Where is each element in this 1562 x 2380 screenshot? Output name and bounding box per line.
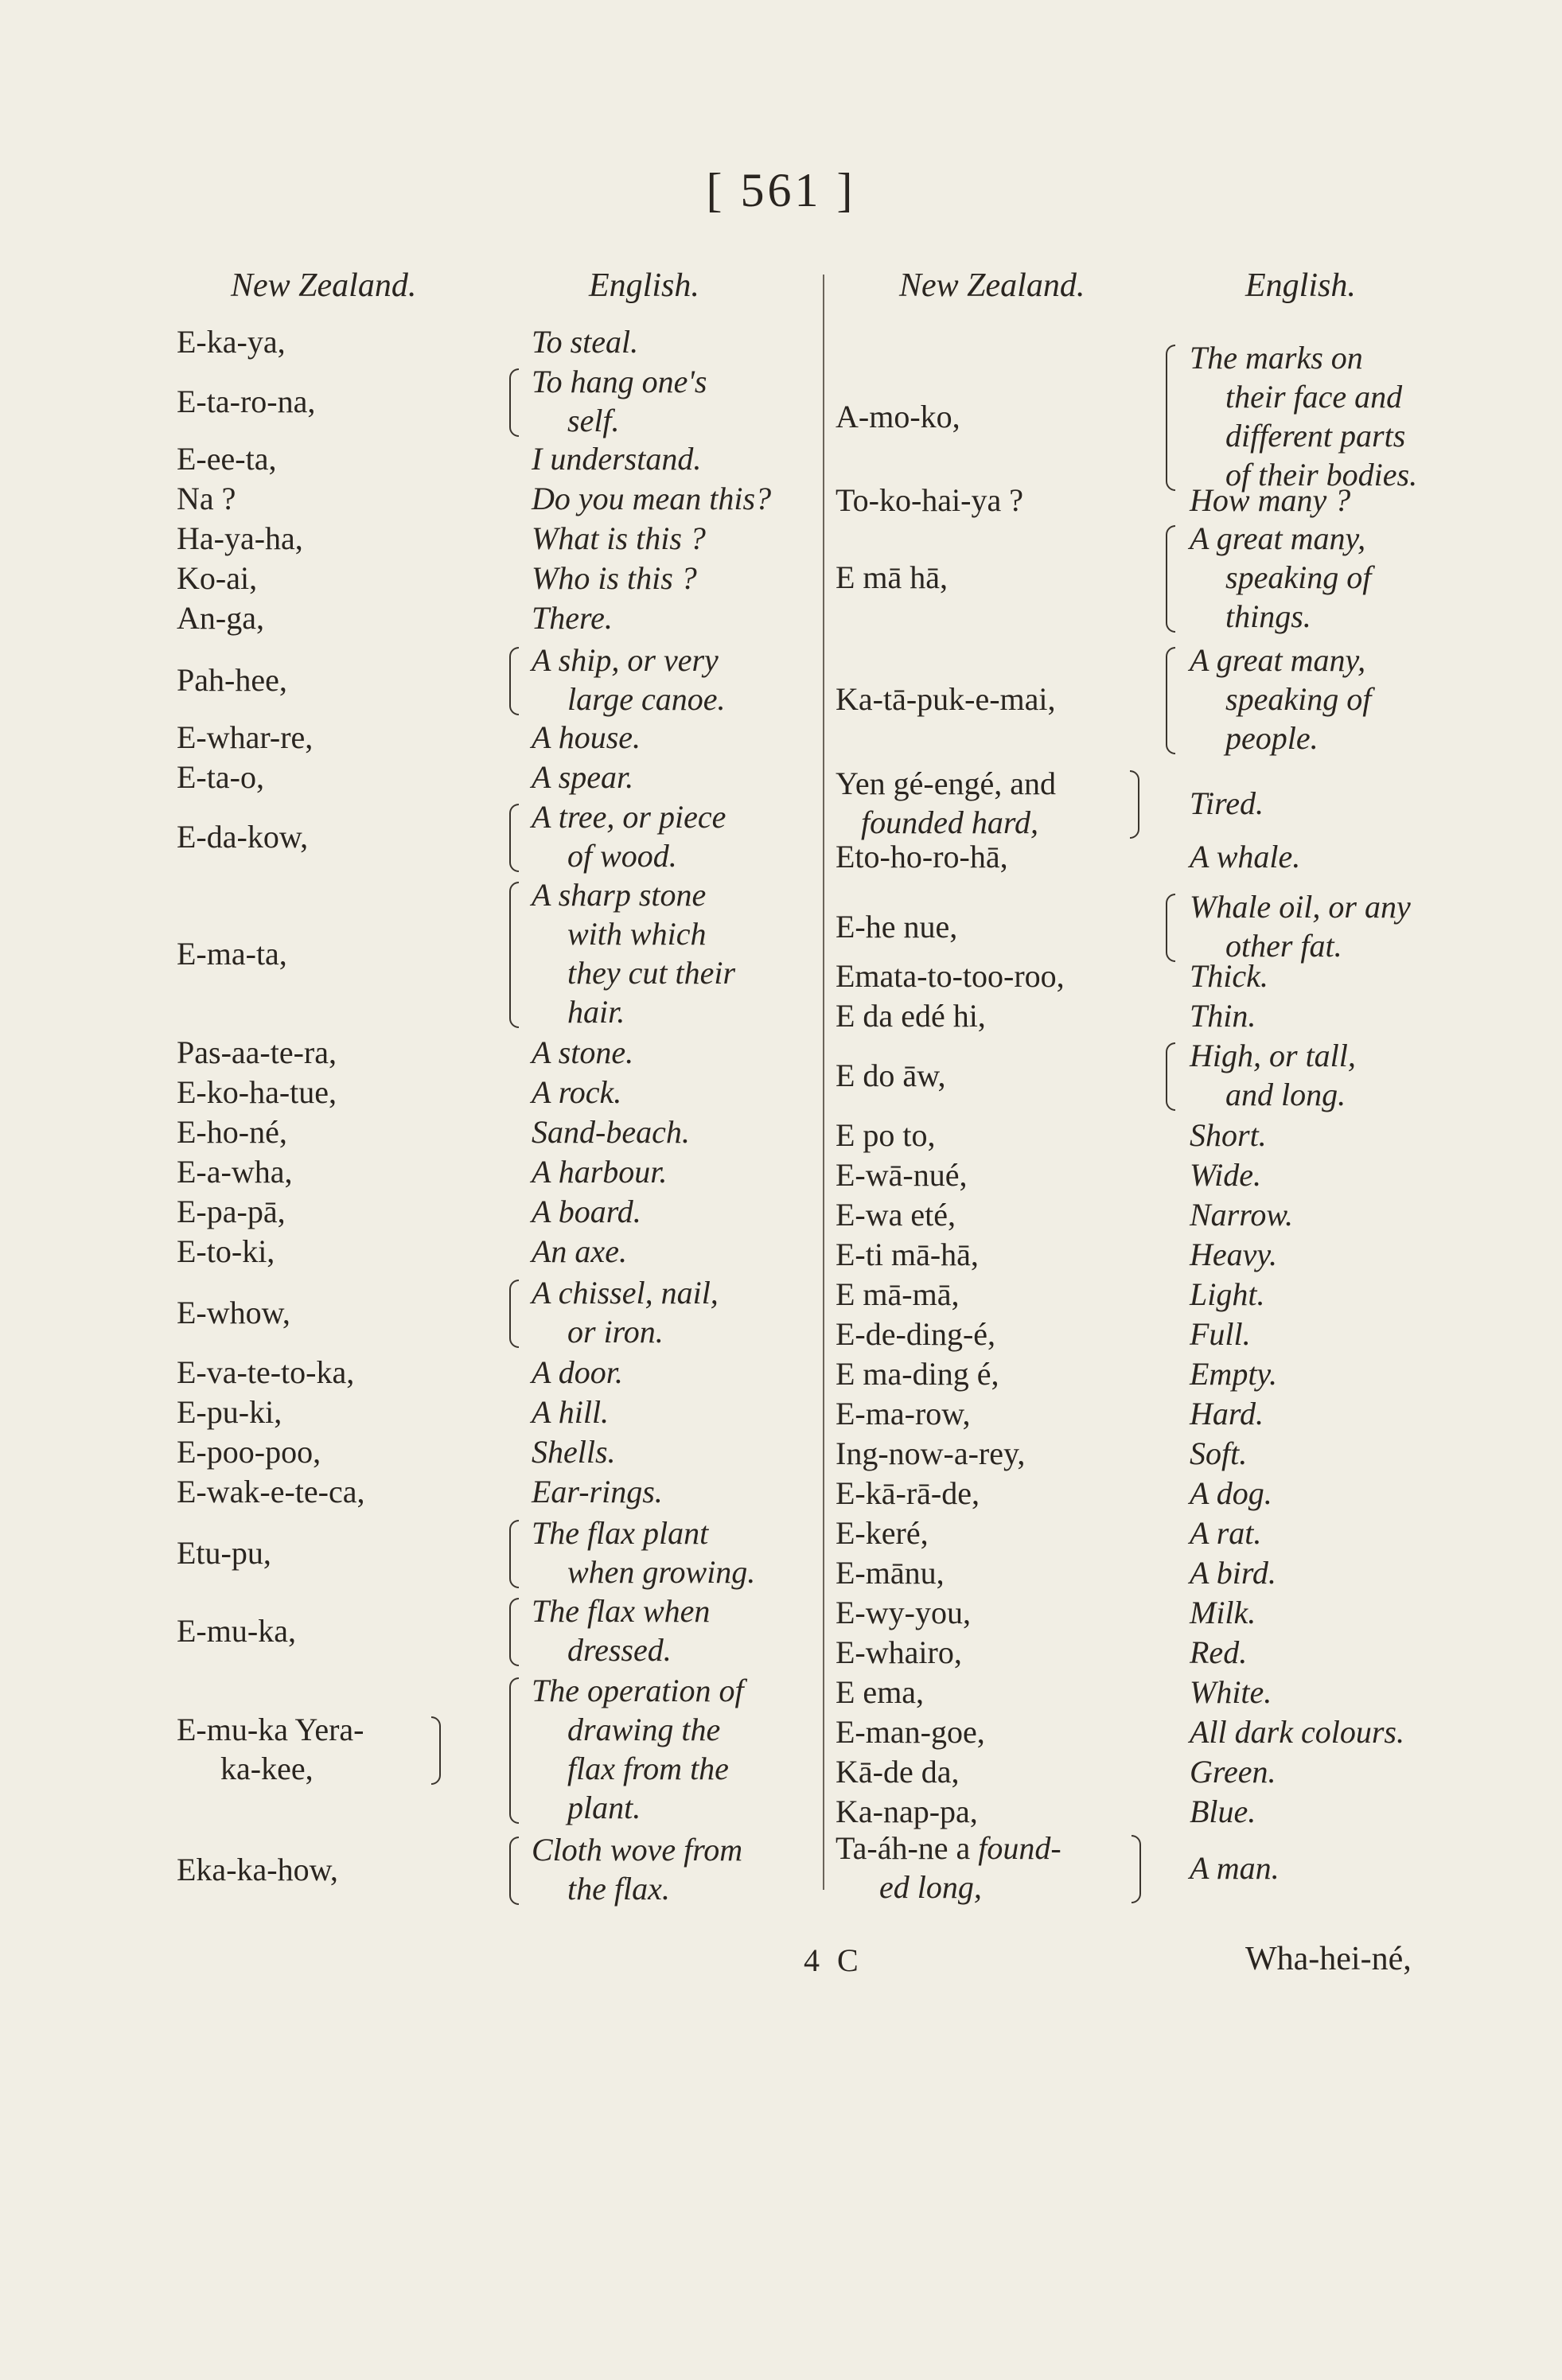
left-en-22-0: Ear-rings. [532,1474,663,1509]
right-en-2-1: speaking of [1225,559,1372,595]
right-en-4-0: Tired. [1190,785,1264,821]
left-nz-13: E-ko-ha-tue, [177,1074,337,1110]
left-en-9-0: A spear. [532,759,634,795]
right-nz-2: E mā hā, [836,559,948,595]
left-en-5-0: Who is this ? [532,560,697,596]
right-nz-cont-4: founded hard, [861,804,1038,840]
left-en-11-3: hair. [567,994,625,1030]
left-en-6-0: There. [532,600,613,636]
left-nz-10: E-da-kow, [177,818,309,855]
left-en-3-0: Do you mean this? [532,481,772,516]
right-nz-0: A-mo-ko, [836,398,960,434]
column-divider [823,275,824,1890]
left-nz-25: E-mu-ka Yera- [177,1712,364,1747]
left-en-12-0: A stone. [532,1034,634,1070]
right-en-0-2: different parts [1225,418,1406,454]
right-nz-19: E-kā-rā-de, [836,1475,980,1511]
left-en-4-0: What is this ? [532,520,706,556]
right-en-0-1: their face and [1225,379,1403,415]
brace-left [509,368,519,437]
header-right-nz: New Zealand. [899,267,1085,304]
left-en-8-0: A house. [532,719,641,755]
right-en-3-0: A great many, [1190,642,1366,678]
left-en-10-1: of wood. [567,838,677,874]
left-en-19-0: A door. [532,1354,623,1390]
left-en-7-0: A ship, or very [532,642,719,678]
left-nz-18: E-whow, [177,1294,290,1330]
right-en-2-2: things. [1225,598,1311,634]
right-en-17-0: Hard. [1190,1396,1264,1432]
left-nz-22: E-wak-e-te-ca, [177,1474,365,1509]
right-nz-24: E ema, [836,1674,925,1710]
left-nz-3: Na ? [177,481,236,516]
brace-right [431,1716,441,1785]
signature-mark: 4 C [804,1942,863,1978]
right-nz-6: E-he nue, [836,908,958,945]
brace-left [1166,525,1175,633]
left-en-1-0: To hang one's [532,364,707,399]
right-nz-22: E-wy-you, [836,1595,971,1630]
left-nz-15: E-a-wha, [177,1154,293,1190]
brace-left [509,1520,519,1588]
left-nz-21: E-poo-poo, [177,1434,321,1470]
right-en-6-0: Whale oil, or any [1190,889,1411,925]
left-nz-24: E-mu-ka, [177,1612,296,1649]
right-en-20-0: A rat. [1190,1515,1262,1551]
left-en-25-3: plant. [567,1790,641,1825]
left-en-10-0: A tree, or piece [532,799,726,835]
left-en-1-1: self. [567,403,620,438]
left-nz-20: E-pu-ki, [177,1394,282,1430]
right-en-19-0: A dog. [1190,1475,1272,1511]
left-nz-26: Eka-ka-how, [177,1851,338,1887]
brace-left [1166,1042,1175,1111]
left-nz-23: Etu-pu, [177,1534,271,1571]
right-nz-25: E-man-goe, [836,1714,985,1750]
left-nz-12: Pas-aa-te-ra, [177,1034,337,1070]
right-nz-16: E ma-ding é, [836,1356,999,1392]
left-en-23-0: The flax plant [532,1515,709,1551]
left-nz-19: E-va-te-to-ka, [177,1354,355,1390]
left-nz-8: E-whar-re, [177,719,314,755]
right-nz-13: E-ti mā-hā, [836,1237,979,1272]
right-en-26-0: Green. [1190,1754,1276,1790]
right-nz-5: Eto-ho-ro-hā, [836,839,1008,874]
left-en-18-1: or iron. [567,1314,664,1350]
right-nz-28: Ta-áh-ne a found- [836,1830,1061,1866]
right-en-0-0: The marks on [1190,340,1363,376]
right-en-16-0: Empty. [1190,1356,1277,1392]
right-nz-10: E po to, [836,1117,936,1153]
left-nz-11: E-ma-ta, [177,935,287,972]
right-en-24-0: White. [1190,1674,1272,1710]
left-en-11-0: A sharp stone [532,877,707,913]
brace-left [1166,647,1175,754]
left-en-24-1: dressed. [567,1632,672,1668]
right-nz-cont-28: ed long, [879,1869,982,1905]
right-nz-14: E mā-mā, [836,1276,960,1312]
left-en-26-0: Cloth wove from [532,1832,743,1868]
left-nz-2: E-ee-ta, [177,441,277,477]
brace-left [509,647,519,715]
right-nz-26: Kā-de da, [836,1754,960,1790]
right-en-13-0: Heavy. [1190,1237,1277,1272]
brace-left [1166,894,1175,962]
left-nz-17: E-to-ki, [177,1233,275,1269]
left-nz-14: E-ho-né, [177,1114,287,1150]
left-en-25-1: drawing the [567,1712,721,1747]
right-en-3-2: people. [1225,720,1319,756]
brace-left [509,804,519,872]
right-en-9-1: and long. [1225,1077,1346,1112]
right-en-2-0: A great many, [1190,520,1366,556]
left-en-0-0: To steal. [532,324,639,360]
catchword: Wha-hei-né, [1245,1941,1412,1977]
left-en-17-0: An axe. [532,1233,627,1269]
right-nz-27: Ka-nap-pa, [836,1794,978,1829]
right-en-21-0: A bird. [1190,1555,1276,1591]
right-en-22-0: Milk. [1190,1595,1256,1630]
left-nz-6: An-ga, [177,600,264,636]
right-nz-4: Yen gé-engé, and [836,765,1056,801]
right-en-7-0: Thick. [1190,958,1268,994]
brace-left [509,1837,519,1905]
right-nz-11: E-wā-nué, [836,1157,968,1193]
left-en-13-0: A rock. [532,1074,622,1110]
right-en-18-0: Soft. [1190,1435,1248,1471]
left-en-18-0: A chissel, nail, [532,1275,719,1311]
right-nz-12: E-wa eté, [836,1197,956,1233]
right-en-1-0: How many ? [1190,482,1351,518]
right-nz-23: E-whairo, [836,1634,962,1670]
left-en-14-0: Sand-beach. [532,1114,690,1150]
header-right-en: English. [1245,267,1356,304]
left-en-24-0: The flax when [532,1593,711,1629]
right-en-15-0: Full. [1190,1316,1251,1352]
right-en-28-0: A man. [1190,1849,1280,1886]
left-en-25-0: The operation of [532,1673,744,1708]
left-nz2-25: ka-kee, [220,1751,314,1786]
right-nz-9: E do āw, [836,1057,946,1093]
left-en-21-0: Shells. [532,1434,616,1470]
right-en-9-0: High, or tall, [1190,1038,1356,1073]
left-en-15-0: A harbour. [532,1154,668,1190]
right-nz-17: E-ma-row, [836,1396,971,1432]
right-en-14-0: Light. [1190,1276,1265,1312]
brace-left [1166,345,1175,491]
right-nz-20: E-keré, [836,1515,929,1551]
brace-left [509,882,519,1028]
right-en-12-0: Narrow. [1190,1197,1294,1233]
left-nz-1: E-ta-ro-na, [177,383,316,419]
right-nz-21: E-mānu, [836,1555,945,1591]
right-nz-18: Ing-now-a-rey, [836,1435,1026,1471]
left-nz-9: E-ta-o, [177,759,264,795]
header-left-en: English. [589,267,699,304]
brace-left [509,1598,519,1666]
right-en-3-1: speaking of [1225,681,1372,717]
left-nz-5: Ko-ai, [177,560,258,596]
right-nz-1: To-ko-hai-ya ? [836,482,1023,518]
header-left-nz: New Zealand. [231,267,417,304]
left-en-16-0: A board. [532,1194,641,1229]
right-en-8-0: Thin. [1190,998,1256,1034]
right-en-27-0: Blue. [1190,1794,1256,1829]
left-en-26-1: the flax. [567,1871,670,1907]
right-nz-7: Emata-to-too-roo, [836,958,1065,994]
left-nz-7: Pah-hee, [177,661,287,698]
page-number: [ 561 ] [706,164,856,216]
left-nz-16: E-pa-pā, [177,1194,286,1229]
right-en-11-0: Wide. [1190,1157,1261,1193]
left-en-11-2: they cut their [567,955,736,991]
left-en-7-1: large canoe. [567,681,726,717]
left-en-2-0: I understand. [532,441,702,477]
left-en-20-0: A hill. [532,1394,610,1430]
brace-left [509,1280,519,1348]
right-nz-8: E da edé hi, [836,998,986,1034]
right-en-25-0: All dark colours. [1190,1714,1404,1750]
left-nz-4: Ha-ya-ha, [177,520,303,556]
brace-left [509,1677,519,1824]
left-en-11-1: with which [567,916,707,952]
left-en-23-1: when growing. [567,1554,756,1590]
right-en-5-0: A whale. [1190,839,1301,874]
right-en-0-3: of their bodies. [1225,457,1418,493]
right-en-23-0: Red. [1190,1634,1248,1670]
right-nz-15: E-de-ding-é, [836,1316,996,1352]
brace-right [1130,770,1139,839]
left-nz-0: E-ka-ya, [177,324,286,360]
brace-right [1132,1835,1141,1903]
left-en-25-2: flax from the [567,1751,729,1786]
right-en-10-0: Short. [1190,1117,1267,1153]
right-en-6-1: other fat. [1225,928,1342,964]
right-nz-3: Ka-tā-puk-e-mai, [836,681,1056,717]
